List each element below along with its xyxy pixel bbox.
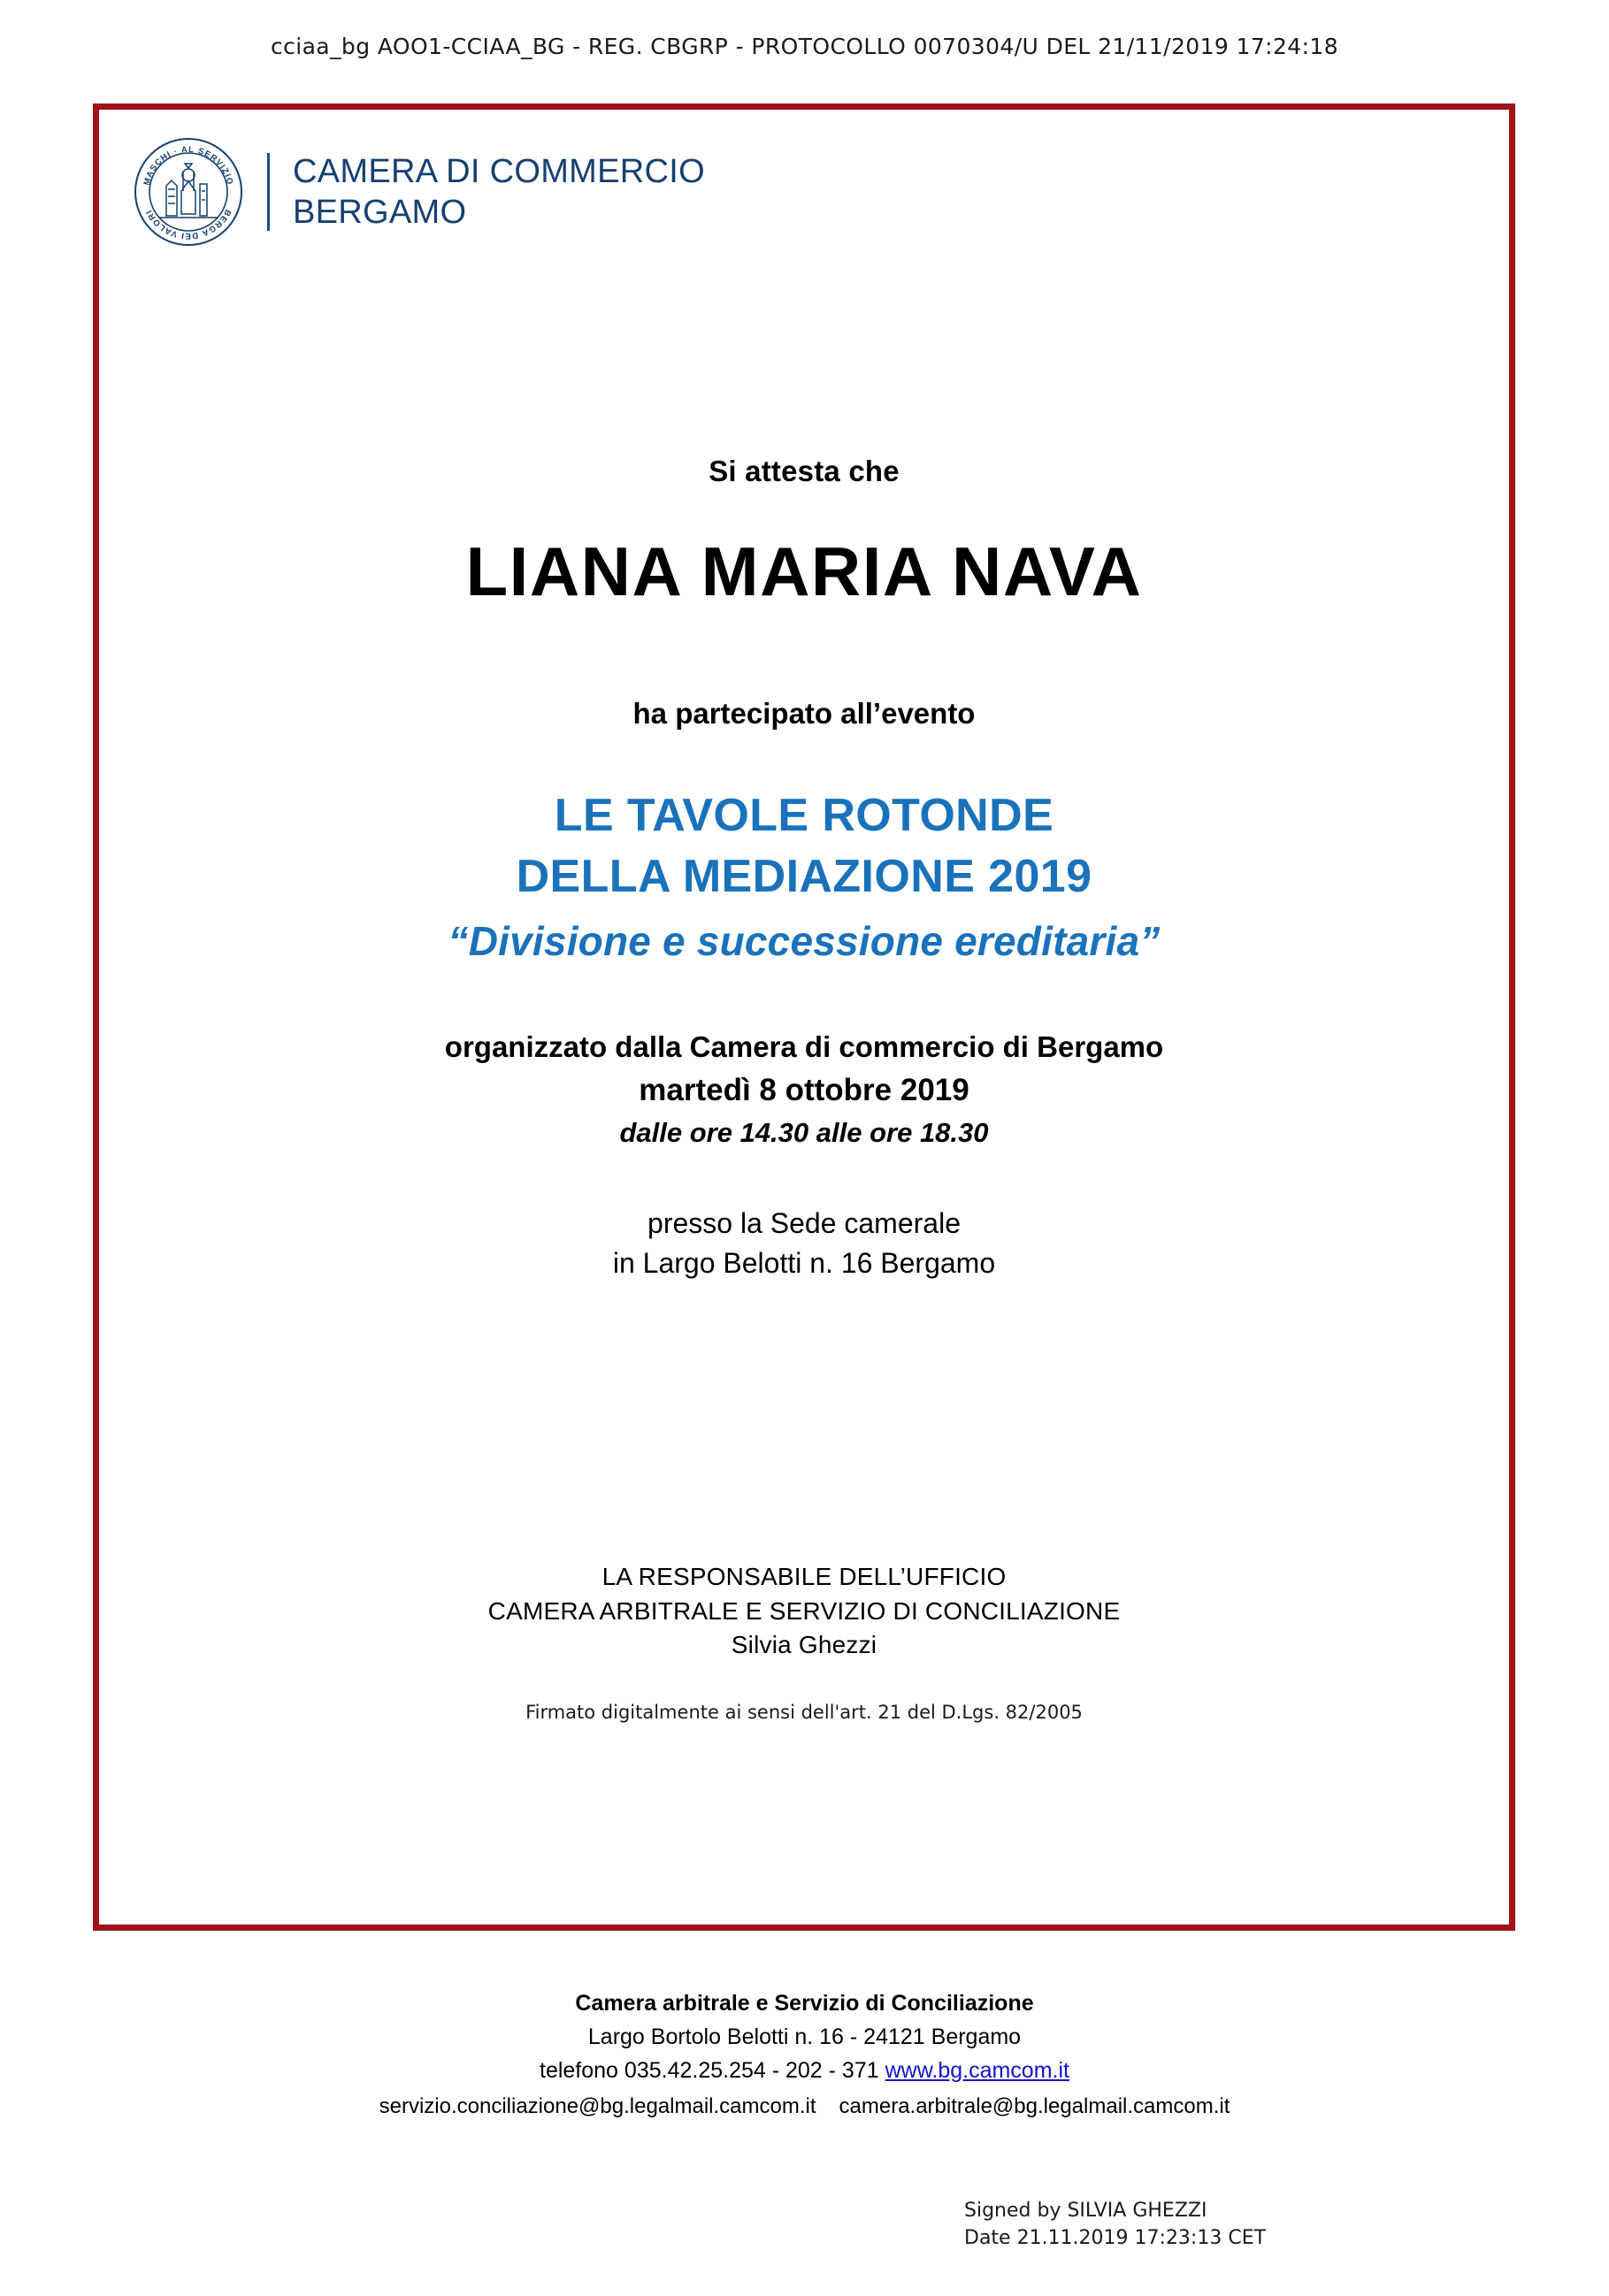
protocol-header: cciaa_bg AOO1-CCIAA_BG - REG. CBGRP - PROTOCOLLO 0070304/U DEL 21/11/2019 17:24:18	[270, 34, 1339, 59]
signature-date: Date 21.11.2019 17:23:13 CET	[964, 2227, 1267, 2250]
participation-lead: ha partecipato all’evento	[632, 696, 976, 730]
attestation-lead: Si attesta che	[709, 455, 900, 487]
digital-signature-stamp	[964, 2197, 1266, 2252]
signing-office-block	[99, 1560, 1509, 1723]
digital-signature-note: Firmato digitalmente ai sensi dell'art. 21 del D.Lgs. 82/2005	[525, 1701, 1083, 1723]
logo-wordmark	[293, 151, 705, 233]
svg-text:BERGA DEI VALORI: BERGA DEI VALORI	[143, 207, 234, 241]
event-title-line-1: LE TAVOLE ROTONDE	[554, 789, 1054, 841]
footer-office-title: Camera arbitrale e Servizio di Conciliazione	[575, 1991, 1034, 2016]
certificate-box	[93, 103, 1515, 1931]
event-organizer: organizzato dalla Camera di commercio di Bergamo	[444, 1030, 1164, 1064]
venue-line-1: presso la Sede camerale	[647, 1207, 961, 1240]
footer-phone: telefono 035.42.25.254 - 202 - 371	[540, 2058, 885, 2083]
chamber-logo	[133, 136, 705, 248]
chamber-seal-icon	[133, 136, 244, 248]
event-time: dalle ore 14.30 alle ore 18.30	[619, 1117, 989, 1149]
office-role: LA RESPONSABILE DELL’UFFICIO	[601, 1563, 1007, 1590]
logo-divider	[267, 153, 270, 231]
event-date: martedì 8 ottobre 2019	[639, 1073, 969, 1108]
svg-text:MASCHI · AL SERVIZIO: MASCHI · AL SERVIZIO	[142, 144, 235, 187]
footer-email-row	[0, 2087, 1609, 2123]
event-subtitle: “Divisione e successione ereditaria”	[448, 918, 1161, 965]
footer-contact-block	[0, 1986, 1609, 2123]
office-unit: CAMERA ARBITRALE E SERVIZIO DI CONCILIAZIONE	[487, 1596, 1121, 1625]
office-signer-name: Silvia Ghezzi	[731, 1631, 877, 1659]
footer-address: Largo Bortolo Belotti n. 16 - 24121 Bergamo	[587, 2024, 1022, 2049]
logo-line-1: CAMERA DI COMMERCIO	[293, 152, 705, 190]
certificate-content	[99, 455, 1509, 1283]
footer-phone-row	[0, 2054, 1609, 2087]
venue-line-2: in Largo Belotti n. 16 Bergamo	[612, 1246, 996, 1279]
logo-line-2: BERGAMO	[293, 194, 467, 231]
signature-signer: Signed by SILVIA GHEZZI	[964, 2200, 1207, 2222]
footer-email-conciliazione: servizio.conciliazione@bg.legalmail.camcom.it	[379, 2094, 816, 2118]
event-title	[99, 731, 1509, 907]
event-venue	[99, 1149, 1509, 1283]
footer-website-link[interactable]: www.bg.camcom.it	[885, 2058, 1069, 2083]
event-title-line-2: DELLA MEDIAZIONE 2019	[516, 850, 1092, 902]
footer-email-arbitrale: camera.arbitrale@bg.legalmail.camcom.it	[839, 2094, 1230, 2118]
recipient-name: LIANA MARIA NAVA	[465, 532, 1143, 610]
